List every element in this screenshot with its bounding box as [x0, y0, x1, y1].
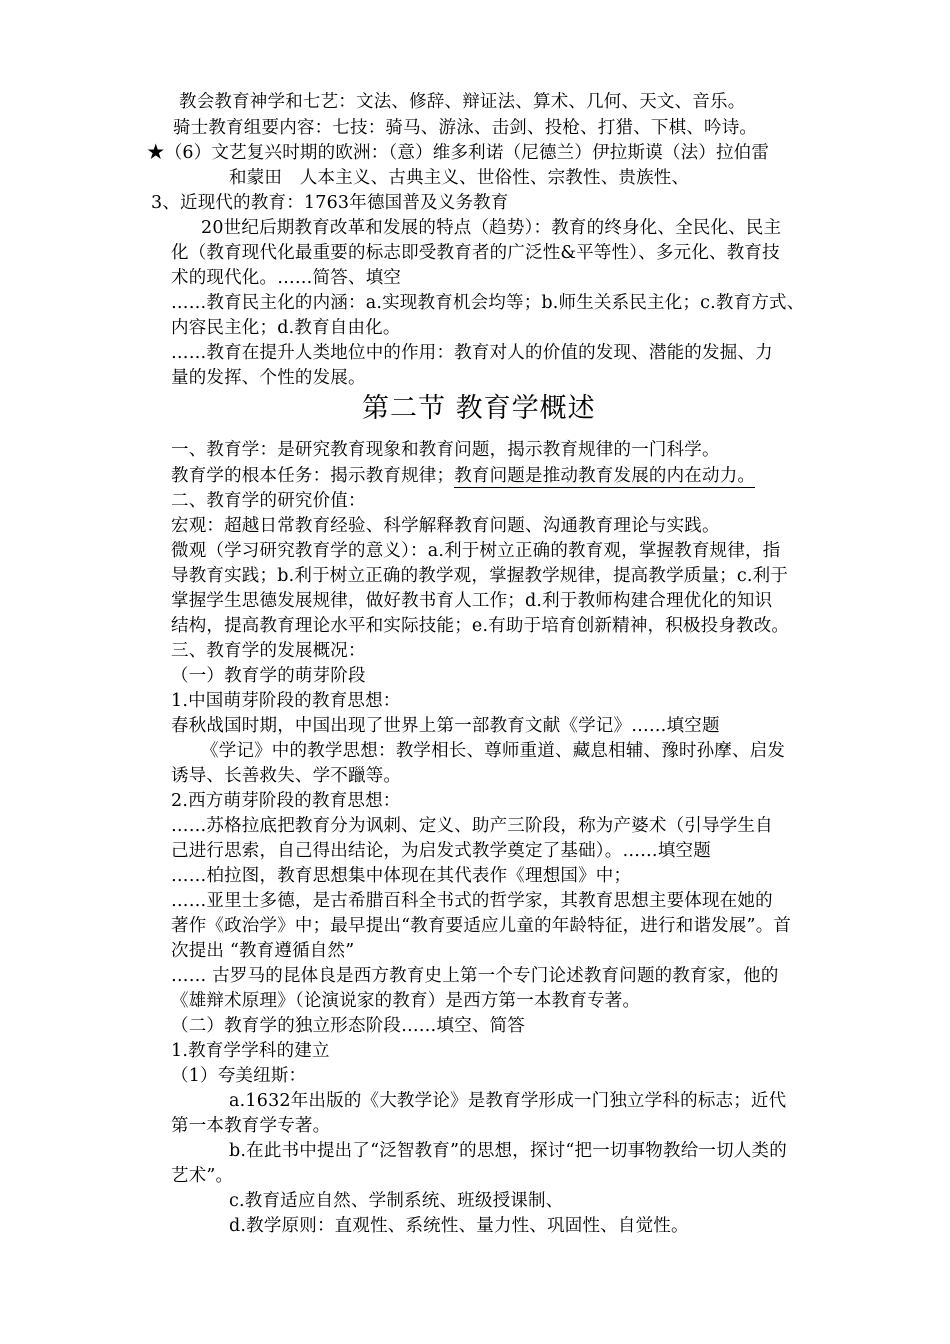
- text-line: 次提出 “教育遵循自然”: [171, 941, 355, 961]
- text-line: 和蒙田 人本主义、古典主义、世俗性、宗教性、贵族性、: [229, 168, 690, 188]
- text-line: 术的现代化。……简答、填空: [171, 268, 402, 288]
- text-line: 2.西方萌芽阶段的教育思想：: [171, 791, 401, 811]
- text-line: 二、教育学的研究价值：: [171, 491, 366, 511]
- text-line: 微观（学习研究教育学的意义）：a.利于树立正确的教育观，掌握教育规律，指: [171, 541, 781, 561]
- text-line: （一）教育学的萌芽阶段: [171, 666, 366, 686]
- text-line: ……教育民主化的内涵：a.实现教育机会均等；b.师生关系民主化；c.教育方式、: [171, 293, 805, 313]
- text-line: 1.教育学学科的建立: [171, 1041, 330, 1061]
- text-line: 骑士教育组要内容：七技：骑马、游泳、击剑、投枪、打猎、下棋、吟诗。: [173, 118, 758, 138]
- text-line: 三、教育学的发展概况：: [171, 641, 366, 661]
- text-line: ……苏格拉底把教育分为讽刺、定义、助产三阶段，称为产婆术（引导学生自: [171, 816, 773, 836]
- text-line: ……亚里士多德，是古希腊百科全书式的哲学家，其教育思想主要体现在她的: [171, 891, 773, 911]
- text-line: …… 古罗马的昆体良是西方教育史上第一个专门论述教育问题的教育家，他的: [171, 966, 779, 986]
- text-line: 结构，提高教育理论水平和实际技能；e.有助于培育创新精神，积极投身教改。: [171, 616, 790, 636]
- text-line: 第一本教育学专著。: [171, 1116, 331, 1136]
- text-line: 导教育实践；b.利于树立正确的教学观，掌握教学规律，提高教学质量；c.利于: [171, 566, 789, 586]
- text-line: ……教育在提升人类地位中的作用：教育对人的价值的发现、潜能的发掘、力: [171, 343, 773, 363]
- text-line: 《雄辩术原理》（论演说家的教育）是西方第一本教育专著。: [171, 991, 641, 1011]
- text-line: （二）教育学的独立形态阶段……填空、简答: [171, 1016, 525, 1036]
- text-line: 一、教育学：是研究教育现象和教育问题，揭示教育规律的一门科学。: [171, 440, 720, 460]
- text-line: ……柏拉图，教育思想集中体现在其代表作《理想国》中；: [171, 866, 632, 886]
- text-line: b.在此书中提出了“泛智教育”的思想，探讨“把一切事物教给一切人类的: [229, 1141, 787, 1161]
- text-line: 己进行思索，自己得出结论，为启发式教学奠定了基础）。……填空题: [171, 841, 711, 861]
- text-line: 1.中国萌芽阶段的教育思想：: [171, 691, 401, 711]
- text-line: 量的发挥、个性的发展。: [171, 368, 366, 388]
- text-span: 教育学的根本任务：揭示教育规律；: [171, 466, 455, 486]
- text-line: 20世纪后期教育改革和发展的特点（趋势）：教育的终身化、全民化、民主: [201, 218, 782, 238]
- underlined-text: 教育问题是推动教育发展的内在动力。: [454, 466, 756, 486]
- text-line: ★（6）文艺复兴时期的欧洲：（意）维多利诺（尼德兰）伊拉斯谟（法）拉伯雷: [147, 143, 770, 163]
- text-line: 教会教育神学和七艺：文法、修辞、辩证法、算术、几何、天文、音乐。: [179, 92, 746, 112]
- text-line: 著作《政治学》中；最早提出“教育要适应儿童的年龄特征，进行和谐发展”。首: [171, 916, 792, 936]
- text-line: 《学记》中的教学思想：教学相长、尊师重道、藏息相辅、豫时孙摩、启发: [201, 741, 786, 761]
- text-line: 诱导、长善救失、学不躐等。: [171, 766, 402, 786]
- text-line: 3、近现代的教育：1763年德国普及义务教育: [151, 193, 509, 213]
- text-line: [171, 464, 755, 488]
- text-line: d.教学原则：直观性、系统性、量力性、巩固性、自觉性。: [229, 1216, 689, 1236]
- text-line: 内容民主化；d.教育自由化。: [171, 318, 401, 338]
- text-line: （1）夸美纽斯：: [171, 1066, 307, 1086]
- text-line: c.教育适应自然、学制系统、班级授课制、: [229, 1191, 564, 1211]
- text-line: 掌握学生思德发展规律，做好教书育人工作；d.利于教师构建合理优化的知识: [171, 591, 773, 611]
- text-line: 艺术”。: [171, 1166, 234, 1186]
- section-title: 第二节 教育学概述: [362, 393, 596, 424]
- text-line: 春秋战国时期，中国出现了世界上第一部教育文献《学记》……填空题: [171, 716, 720, 736]
- text-line: 宏观：超越日常教育经验、科学解释教育问题、沟通教育理论与实践。: [171, 516, 720, 536]
- text-line: 化（教育现代化最重要的标志即受教育者的广泛性&平等性）、多元化、教育技: [171, 243, 780, 263]
- text-line: a.1632年出版的《大教学论》是教育学形成一门独立学科的标志；近代: [229, 1091, 787, 1111]
